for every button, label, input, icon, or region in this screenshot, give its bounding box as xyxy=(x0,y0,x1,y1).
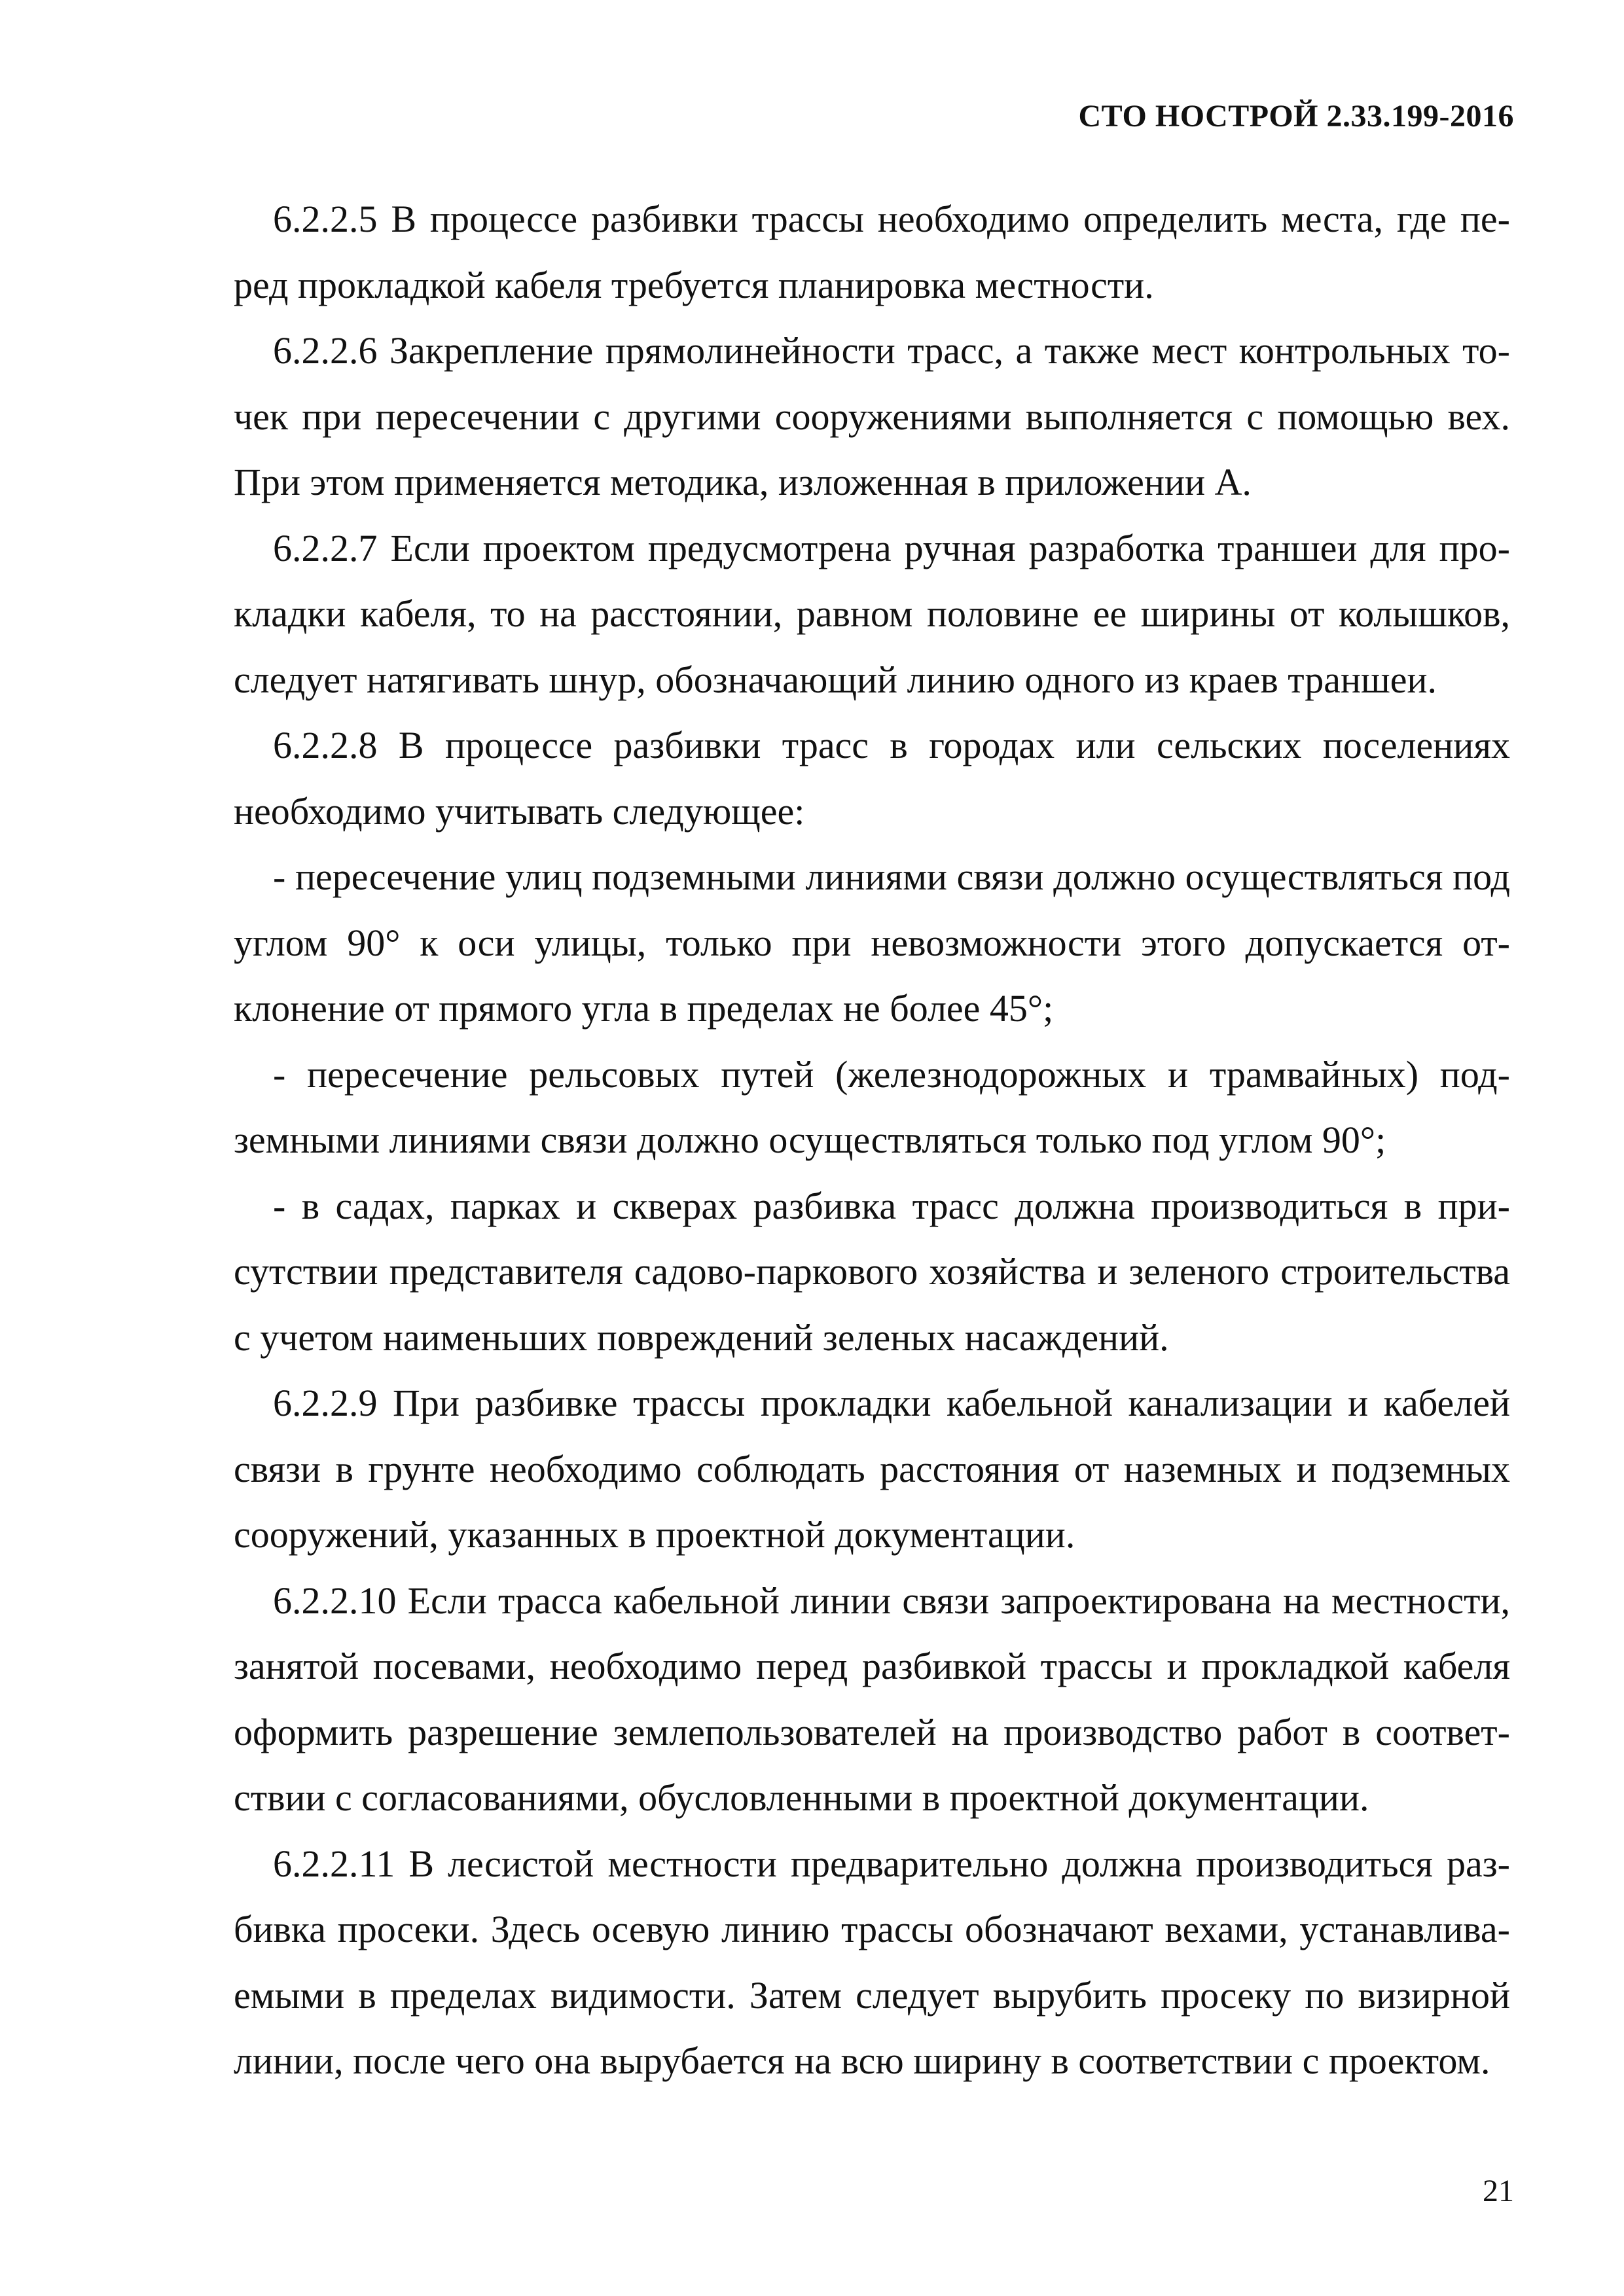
document-code-header: СТО НОСТРОЙ 2.33.199-2016 xyxy=(1078,99,1514,134)
list-item-rail-crossing: - пересечение рельсовых путей (железнодорожных и трамвайных) подземными линиями связи должно осуществляться только под углом 90°; xyxy=(234,1052,1510,1161)
list-item-street-crossing: - пересечение улиц подземными линиями связи должно осуществляться под углом 90° к оси улицы, только при невозможности этого допускается отклонение от прямого угла в пределах не более 45°; xyxy=(234,855,1510,1030)
page-number: 21 xyxy=(1483,2174,1514,2208)
paragraph-6-2-2-7: 6.2.2.7 Если проектом предусмотрена ручная разработка траншеи для прокладки кабеля, то на расстоянии, равном половине ее ширины от колышков, следует натягивать шнур, обозначающий линию одного из краев траншеи. xyxy=(234,526,1510,701)
paragraph-6-2-2-6: 6.2.2.6 Закрепление прямолинейности трасс, а также мест контрольных точек при пересечении с другими сооружениями выполняется с помощью вех. При этом применяется методика, изложенная в приложении А. xyxy=(234,329,1510,503)
paragraph-6-2-2-11: 6.2.2.11 В лесистой местности предварительно должна производиться разбивка просеки. Здесь осевую линию трассы обозначают вехами, устанавливаемыми в пределах видимости. Затем следует вырубить просеку по визирной линии, после чего она вырубается на всю ширину в соответствии с проектом. xyxy=(234,1842,1510,2082)
paragraph-6-2-2-5: 6.2.2.5 В процессе разбивки трассы необходимо определить места, где перед прокладкой кабеля требуется планировка местности. xyxy=(234,198,1510,306)
list-item-parks: - в садах, парках и скверах разбивка трасс должна производиться в присутствии представителя садово-паркового хозяйства и зеленого строительства с учетом наименьших повреждений зеленых насаждений. xyxy=(234,1184,1510,1359)
paragraph-6-2-2-9: 6.2.2.9 При разбивке трассы прокладки кабельной канализации и кабелей связи в грунте необходимо соблюдать расстояния от наземных и подземных сооружений, указанных в проектной документации. xyxy=(234,1382,1510,1556)
document-body xyxy=(234,187,1510,2094)
paragraph-6-2-2-10: 6.2.2.10 Если трасса кабельной линии связи запроектирована на местности, занятой посевами, необходимо перед разбивкой трассы и прокладкой кабеля оформить разрешение землепользователей на производство работ в соответствии с согласованиями, обусловленными в проектной документации. xyxy=(234,1579,1510,1819)
paragraph-6-2-2-8: 6.2.2.8 В процессе разбивки трасс в городах или сельских поселениях необходимо учитывать следующее: xyxy=(234,724,1510,833)
